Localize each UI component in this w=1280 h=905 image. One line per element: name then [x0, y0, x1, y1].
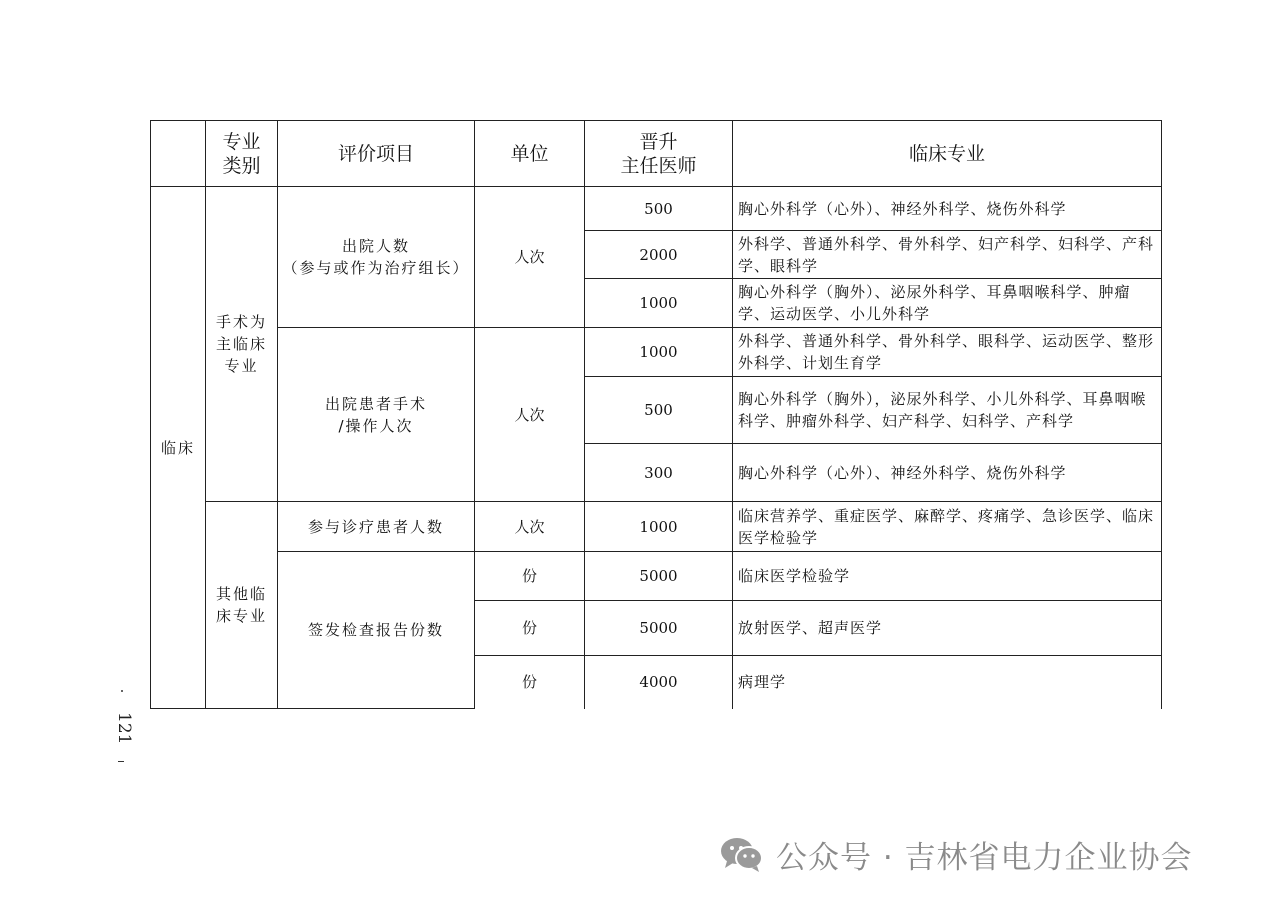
- unit-cell: 份: [475, 601, 585, 656]
- page-dash: [118, 761, 124, 762]
- value-cell: 2000: [585, 231, 733, 279]
- category-other-text: 其他临 床专业: [215, 585, 267, 625]
- clinical-cell: 胸心外科学（胸外），泌尿外科学、小儿外科学、耳鼻咽喉科学、肿瘤外科学、妇产科学、妇科学、产科学: [733, 377, 1162, 444]
- page-number: 121: [114, 712, 134, 745]
- header-clinical: 临床专业: [733, 121, 1162, 187]
- clinical-cell: 放射医学、超声医学: [733, 601, 1162, 656]
- unit-cell: 人次: [475, 502, 585, 552]
- header-item: 评价项目: [278, 121, 475, 187]
- value-cell: 500: [585, 377, 733, 444]
- value-cell: 1000: [585, 502, 733, 552]
- category-surgery: [206, 187, 278, 502]
- clinical-cell: 胸心外科学（心外）、神经外科学、烧伤外科学: [733, 444, 1162, 502]
- clinical-cell: 胸心外科学（心外）、神经外科学、烧伤外科学: [733, 187, 1162, 231]
- table-row: [151, 328, 1162, 377]
- value-cell: 5000: [585, 601, 733, 656]
- table-row: [151, 502, 1162, 552]
- value-cell: 4000: [585, 656, 733, 709]
- category-surgery-text: 手术为 主临床 专业: [215, 313, 267, 375]
- value-cell: 1000: [585, 279, 733, 328]
- clinical-cell: 临床营养学、重症医学、麻醉学、疼痛学、急诊医学、临床医学检验学: [733, 502, 1162, 552]
- header-blank: [151, 121, 206, 187]
- watermark: [718, 834, 1193, 874]
- wechat-icon: [718, 834, 766, 874]
- clinical-cell: 胸心外科学（胸外）、泌尿外科学、耳鼻咽喉科学、肿瘤学、运动医学、小儿外科学: [733, 279, 1162, 328]
- header-category: [206, 121, 278, 187]
- item-surgery-count: [278, 328, 475, 502]
- item-discharge-count: [278, 187, 475, 328]
- clinical-cell: 临床医学检验学: [733, 552, 1162, 601]
- item-report-count: 签发检查报告份数: [278, 552, 475, 709]
- value-cell: 300: [585, 444, 733, 502]
- header-category-text: 专业 类别: [222, 130, 261, 177]
- unit-cell: 份: [475, 552, 585, 601]
- value-cell: 1000: [585, 328, 733, 377]
- item-discharge-count-text: 出院人数 （参与或作为治疗组长）: [282, 237, 470, 277]
- value-cell: 500: [585, 187, 733, 231]
- watermark-text: 公众号 · 吉林省电力企业协会: [776, 839, 1193, 876]
- margin-dot: [121, 690, 123, 692]
- clinical-cell: 病理学: [733, 656, 1162, 709]
- unit-cell: 份: [475, 656, 585, 709]
- header-unit: 单位: [475, 121, 585, 187]
- clinical-cell: 外科学、普通外科学、骨外科学、眼科学、运动医学、整形外科学、计划生育学: [733, 328, 1162, 377]
- clinical-cell: 外科学、普通外科学、骨外科学、妇产科学、妇科学、产科学、眼科学: [733, 231, 1162, 279]
- item-surgery-count-text: 出院患者手术 /操作人次: [324, 394, 427, 435]
- header-promotion: [585, 121, 733, 187]
- domain-cell: 临床: [151, 187, 206, 709]
- evaluation-table: [150, 120, 1162, 709]
- item-patients-count: 参与诊疗患者人数: [278, 502, 475, 552]
- table-row: [151, 552, 1162, 601]
- header-row: [151, 121, 1162, 187]
- header-promotion-text: 晋升 主任医师: [620, 130, 697, 177]
- table-row: [151, 187, 1162, 231]
- category-other: [206, 502, 278, 709]
- unit-cell: 人次: [475, 328, 585, 502]
- value-cell: 5000: [585, 552, 733, 601]
- unit-cell: 人次: [475, 187, 585, 328]
